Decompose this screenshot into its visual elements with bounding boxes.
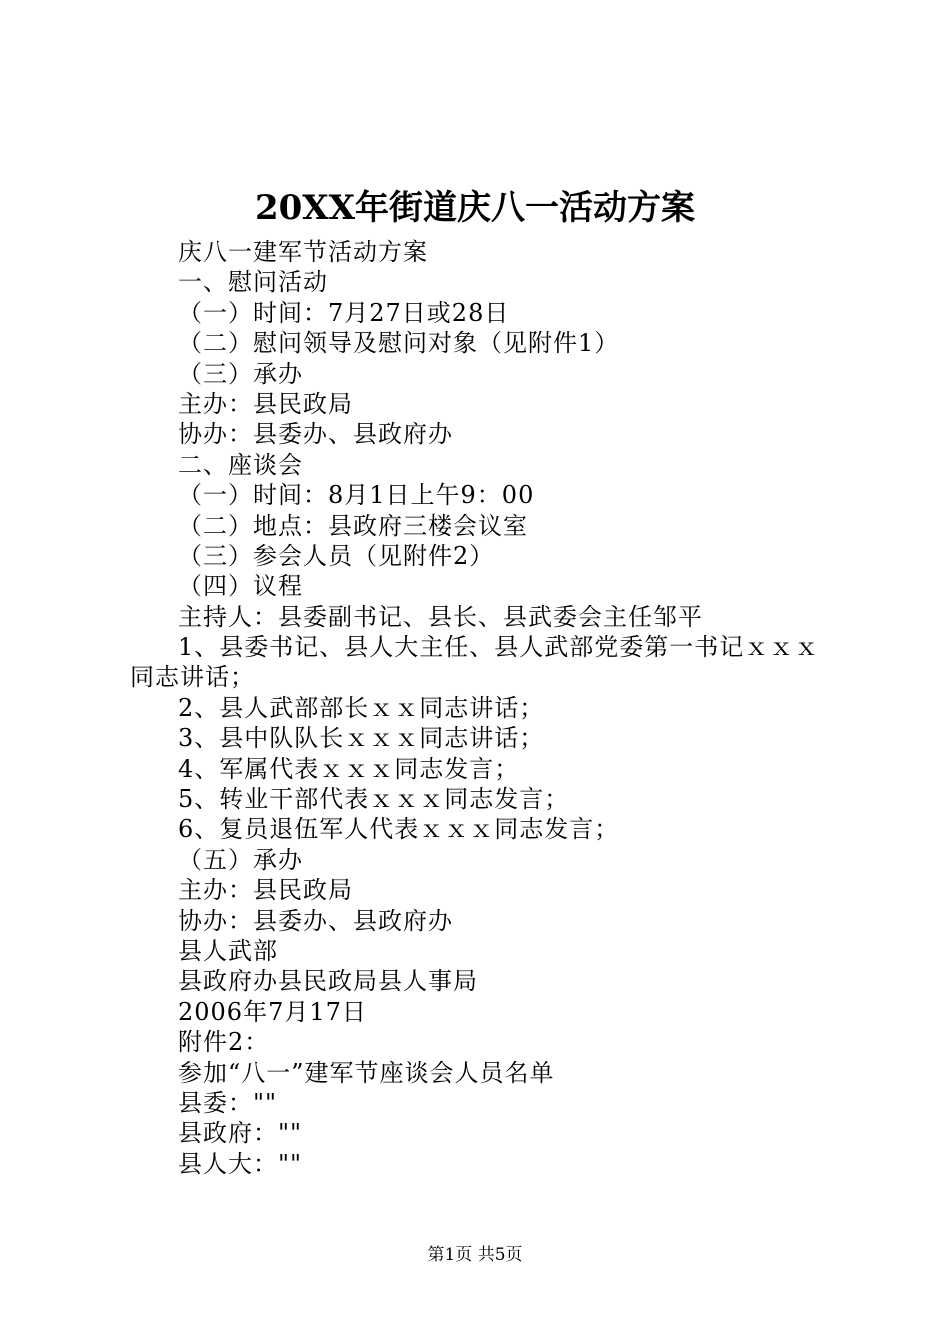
agenda-item: 4、军属代表ｘｘｘ同志发言； <box>178 754 520 783</box>
document-title: 20XX年街道庆八一活动方案 <box>254 188 696 228</box>
text-line: 庆八一建军节活动方案 <box>178 238 428 266</box>
text-line: （一）时间：8月1日上午9：00 <box>178 481 535 510</box>
document-body <box>130 237 830 1179</box>
text-line: 主办：县民政局 <box>178 876 353 905</box>
date-line: 2006年7月17日 <box>178 997 367 1026</box>
agenda-item: 1、县委书记、县人大主任、县人武部党委第一书记ｘｘｘ <box>178 633 820 662</box>
text-line: 协办：县委办、县政府办 <box>178 420 453 449</box>
agenda-item-continuation: 同志讲话； <box>130 663 255 692</box>
text-line: （二）地点：县政府三楼会议室 <box>178 511 528 540</box>
page-footer: 第1页 共5页 <box>427 1245 523 1265</box>
agenda-item: 3、县中队队长ｘｘｘ同志讲话； <box>178 724 545 753</box>
attachment-label: 附件2： <box>178 1028 270 1057</box>
text-line: （四）议程 <box>178 572 303 601</box>
agenda-item: 2、县人武部部长ｘｘ同志讲话； <box>178 693 545 722</box>
section-heading: 一、慰问活动 <box>178 268 328 297</box>
section-heading: 二、座谈会 <box>178 450 303 479</box>
agenda-item: 6、复员退伍军人代表ｘｘｘ同志发言； <box>178 815 620 844</box>
text-line: 主持人：县委副书记、县长、县武委会主任邹平 <box>178 602 703 631</box>
text-line: （三）承办 <box>178 359 303 388</box>
list-item: 县委："" <box>178 1088 278 1117</box>
text-line: （三）参会人员（见附件2） <box>178 541 495 570</box>
text-line: 协办：县委办、县政府办 <box>178 906 453 935</box>
list-item: 县人大："" <box>178 1149 303 1178</box>
list-item: 县政府："" <box>178 1119 303 1148</box>
text-line: （五）承办 <box>178 845 303 874</box>
text-line: （一）时间：7月27日或28日 <box>178 298 510 327</box>
attachment-title: 参加“八一”建军节座谈会人员名单 <box>178 1058 555 1087</box>
signature-line: 县政府办县民政局县人事局 <box>178 967 478 996</box>
signature-line: 县人武部 <box>178 936 278 965</box>
text-line: 主办：县民政局 <box>178 389 353 418</box>
text-line: （二）慰问领导及慰问对象（见附件1） <box>178 329 620 358</box>
agenda-item: 5、转业干部代表ｘｘｘ同志发言； <box>178 785 570 814</box>
